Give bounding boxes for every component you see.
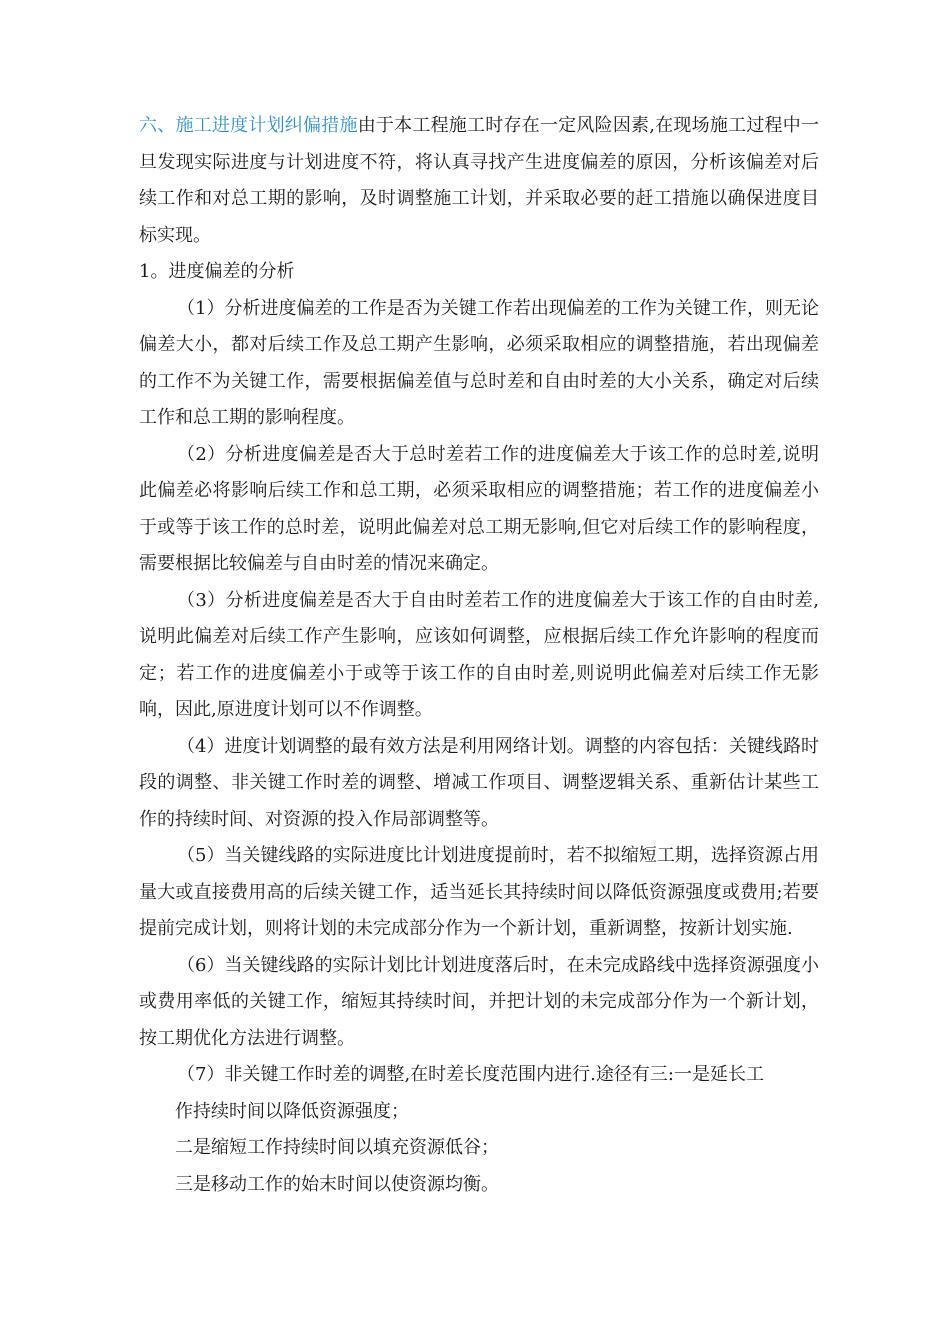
document-page xyxy=(139,108,819,1203)
item-7-line-3: 三是移动工作的始末时间以使资源均衡。 xyxy=(175,1173,499,1195)
item-7-line-2: 二是缩短工作持续时间以填充资源低谷； xyxy=(175,1137,499,1158)
intro-paragraph xyxy=(139,108,819,254)
item-7-lead: （7）非关键工作时差的调整,在时差长度范围内进行.途径有三:一是延长工 xyxy=(177,1064,764,1085)
item-5: （5）当关键线路的实际进度比计划进度提前时，若不拟缩短工期，选择资源占用量大或直接费用高的后续关键工作，适当延长其持续时间以降低资源强度或费用;若要提前完成计划，则将计划的未完成部分作为一个新计划，重新调整，按新计划实施. xyxy=(139,845,819,939)
subsection-title: 1。进度偏差的分析 xyxy=(139,261,295,282)
item-6: （6）当关键线路的实际计划比计划进度落后时，在未完成路线中选择资源强度小或费用率低的关键工作，缩短其持续时间，并把计划的未完成部分作为一个新计划，按工期优化方法进行调整。 xyxy=(139,954,819,1049)
item-7-continuation: 作持续时间以降低资源强度； xyxy=(175,1100,409,1122)
item-4: （4）进度计划调整的最有效方法是利用网络计划。调整的内容包括：关键线路时段的调整、非关键工作时差的调整、增减工作项目、调整逻辑关系、重新估计某些工作的持续时间、对资源的投入作局部调整等。 xyxy=(139,735,819,830)
item-1: （1）分析进度偏差的工作是否为关键工作若出现偏差的工作为关键工作，则无论偏差大小，都对后续工作及总工期产生影响，必须采取相应的调整措施，若出现偏差的工作不为关键工作，需要根据偏差值与总时差和自由时差的大小关系，确定对后续工作和总工期的影响程度。 xyxy=(139,297,819,428)
section-heading: 六、施工进度计划纠偏措施 xyxy=(139,115,358,136)
item-2: （2）分析进度偏差是否大于总时差若工作的进度偏差大于该工作的总时差,说明此偏差必将影响后续工作和总工期，必须采取相应的调整措施；若工作的进度偏差小于或等于该工作的总时差，说明此偏差对总工期无影响,但它对后续工作的影响程度，需要根据比较偏差与自由时差的情况来确定。 xyxy=(139,443,819,574)
item-3: （3）分析进度偏差是否大于自由时差若工作的进度偏差大于该工作的自由时差,说明此偏差对后续工作产生影响，应该如何调整，应根据后续工作允许影响的程度而定；若工作的进度偏差小于或等于该工作的自由时差,则说明此偏差对后续工作无影响，因此,原进度计划可以不作调整。 xyxy=(139,589,819,720)
intro-text: 由于本工程施工时存在一定风险因素,在现场施工过程中一旦发现实际进度与计划进度不符，将认真寻找产生进度偏差的原因，分析该偏差对后续工作和对总工期的影响，及时调整施工计划，并采取必要的赶工措施以确保进度目标实现。 xyxy=(139,115,819,246)
